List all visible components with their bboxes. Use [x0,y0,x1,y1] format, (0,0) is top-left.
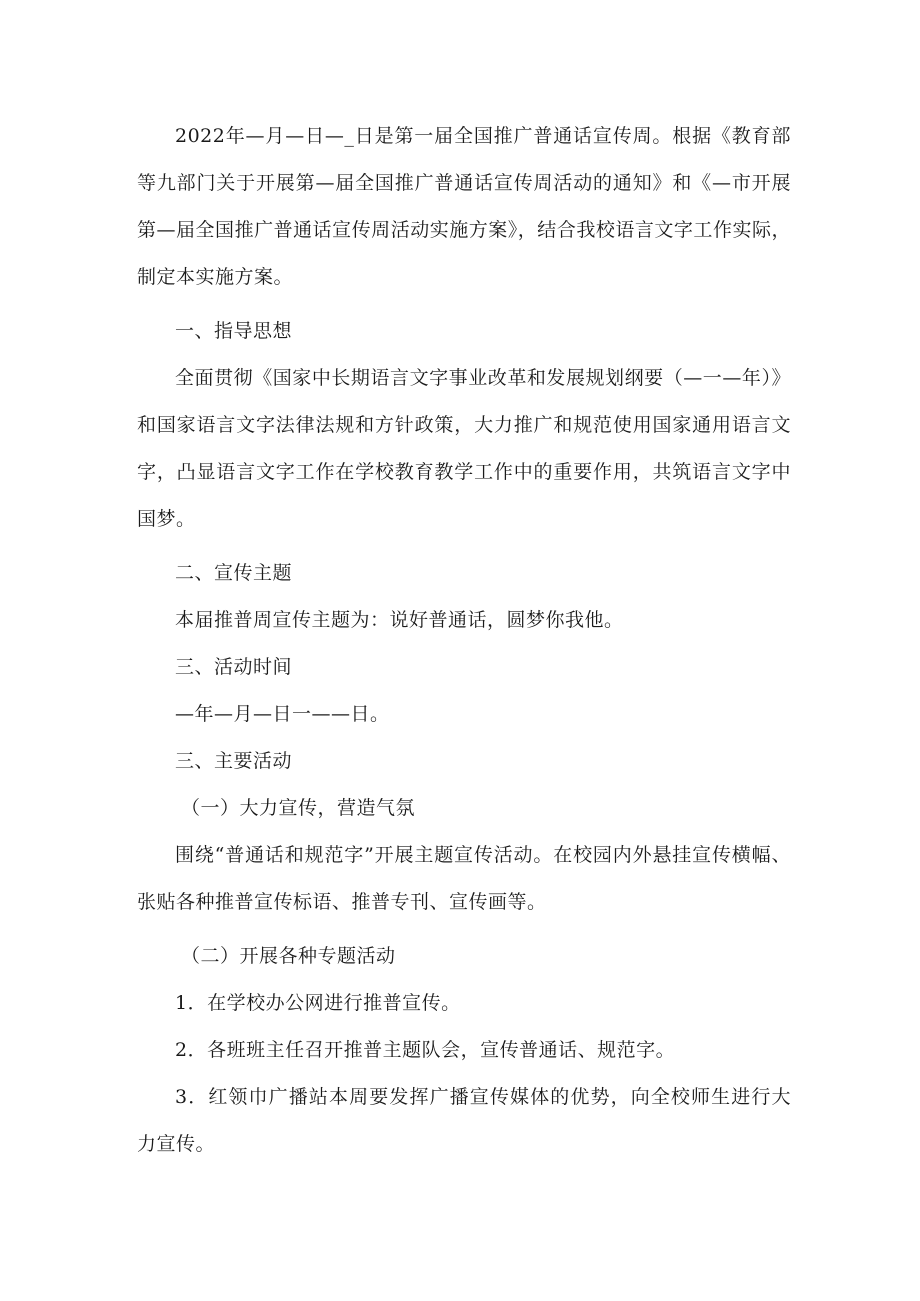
guiding-ideology-paragraph: 全面贯彻《国家中长期语言文字事业改革和发展规划纲要（—一—年）》和国家语言文字法律法规和方针政策，大力推广和规范使用国家通用语言文字，凸显语言文字工作在学校教育教学工作中的重要作用，共筑语言文字中国梦。 [137,367,791,530]
subsection-heading-publicity: （一）大力宣传，营造气氛 [181,797,416,819]
theme-paragraph: 本届推普周宣传主题为：说好普通话，圆梦你我他。 [175,609,624,631]
intro-paragraph: 2022年—月—日—_日是第一届全国推广普通话宣传周。根据《教育部等九部门关于开展第—届全国推广普通话宣传周活动的通知》和《—市开展第—届全国推广普通话宣传周活动实施方案》，结合我校语言文字工作实际，制定本实施方案。 [137,125,791,288]
list-item-1: 1．在学校办公网进行推普宣传。 [175,992,461,1014]
document-body [137,113,791,1168]
subsection-heading-special-activities: （二）开展各种专题活动 [181,945,396,967]
publicity-paragraph: 围绕“普通话和规范字”开展主题宣传活动。在校园内外悬挂宣传横幅、张贴各种推普宣传标语、推普专刊、宣传画等。 [137,844,791,913]
time-paragraph: —年—月—日一——日。 [175,703,390,725]
list-item-3: 3．红领巾广播站本周要发挥广播宣传媒体的优势，向全校师生进行大力宣传。 [137,1086,791,1155]
section-heading-activities: 三、主要活动 [175,750,293,772]
section-heading-guiding-ideology: 一、指导思想 [175,320,293,342]
list-item-2: 2．各班班主任召开推普主题队会，宣传普通话、规范字。 [175,1039,676,1061]
section-heading-theme: 二、宣传主题 [175,562,293,584]
section-heading-time: 三、活动时间 [175,656,293,678]
